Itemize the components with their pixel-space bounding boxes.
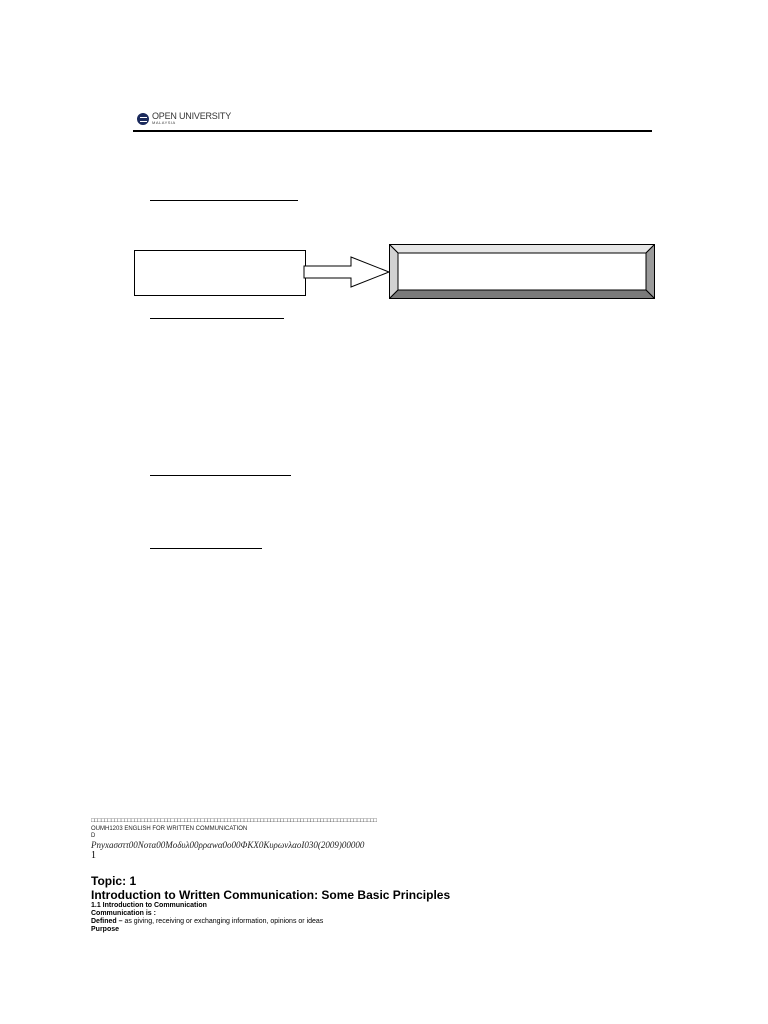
section-heading: 1.1 Introduction to Communication [91,902,207,909]
heading-underline-3 [150,475,291,476]
heading-underline-1 [150,200,298,201]
topic-title: Introduction to Written Communication: Some Basic Principles [91,888,451,902]
diagram-target-box [389,244,655,299]
purpose-label: Purpose [91,926,120,933]
garbled-reference-line: Pnyxaσσττ00Νοτα00Μοδυλ00ρραwα0ο00ΦΚΧ0ΚυρωνλαοΙ030(2009)00000 [91,840,365,850]
letter-d: D [91,833,96,839]
logo-main-text: OPEN UNIVERSITY [152,111,232,121]
course-title: OUMH1203 ENGLISH FOR WRITTEN COMMUNICATION [91,826,248,832]
defined-label: Defined – [91,918,123,925]
diagram-source-box [134,250,306,296]
header-rule [133,130,652,132]
topic-heading: Topic: 1 [91,874,137,888]
communication-is-label: Communication is : [91,910,156,917]
definition-line [91,918,323,925]
heading-underline-4 [150,548,262,549]
logo-sub-text: MALAYSIA [152,120,176,125]
globe-icon [137,113,149,125]
defined-text: as giving, receiving or exchanging information, opinions or ideas [122,918,324,925]
diagram-arrow [303,256,393,292]
page-number: 1 [91,850,96,861]
encoded-character-line: □□□□□□□□□□□□□□□□□□□□□□□□□□□□□□□□□□□□□□□□□□□□□□□□□□□□□□□□□□□□□□□□□□□□□□□□□□□□□□□□□□□□□□ [91,818,377,824]
heading-underline-2 [150,318,284,319]
open-university-logo [137,112,231,125]
